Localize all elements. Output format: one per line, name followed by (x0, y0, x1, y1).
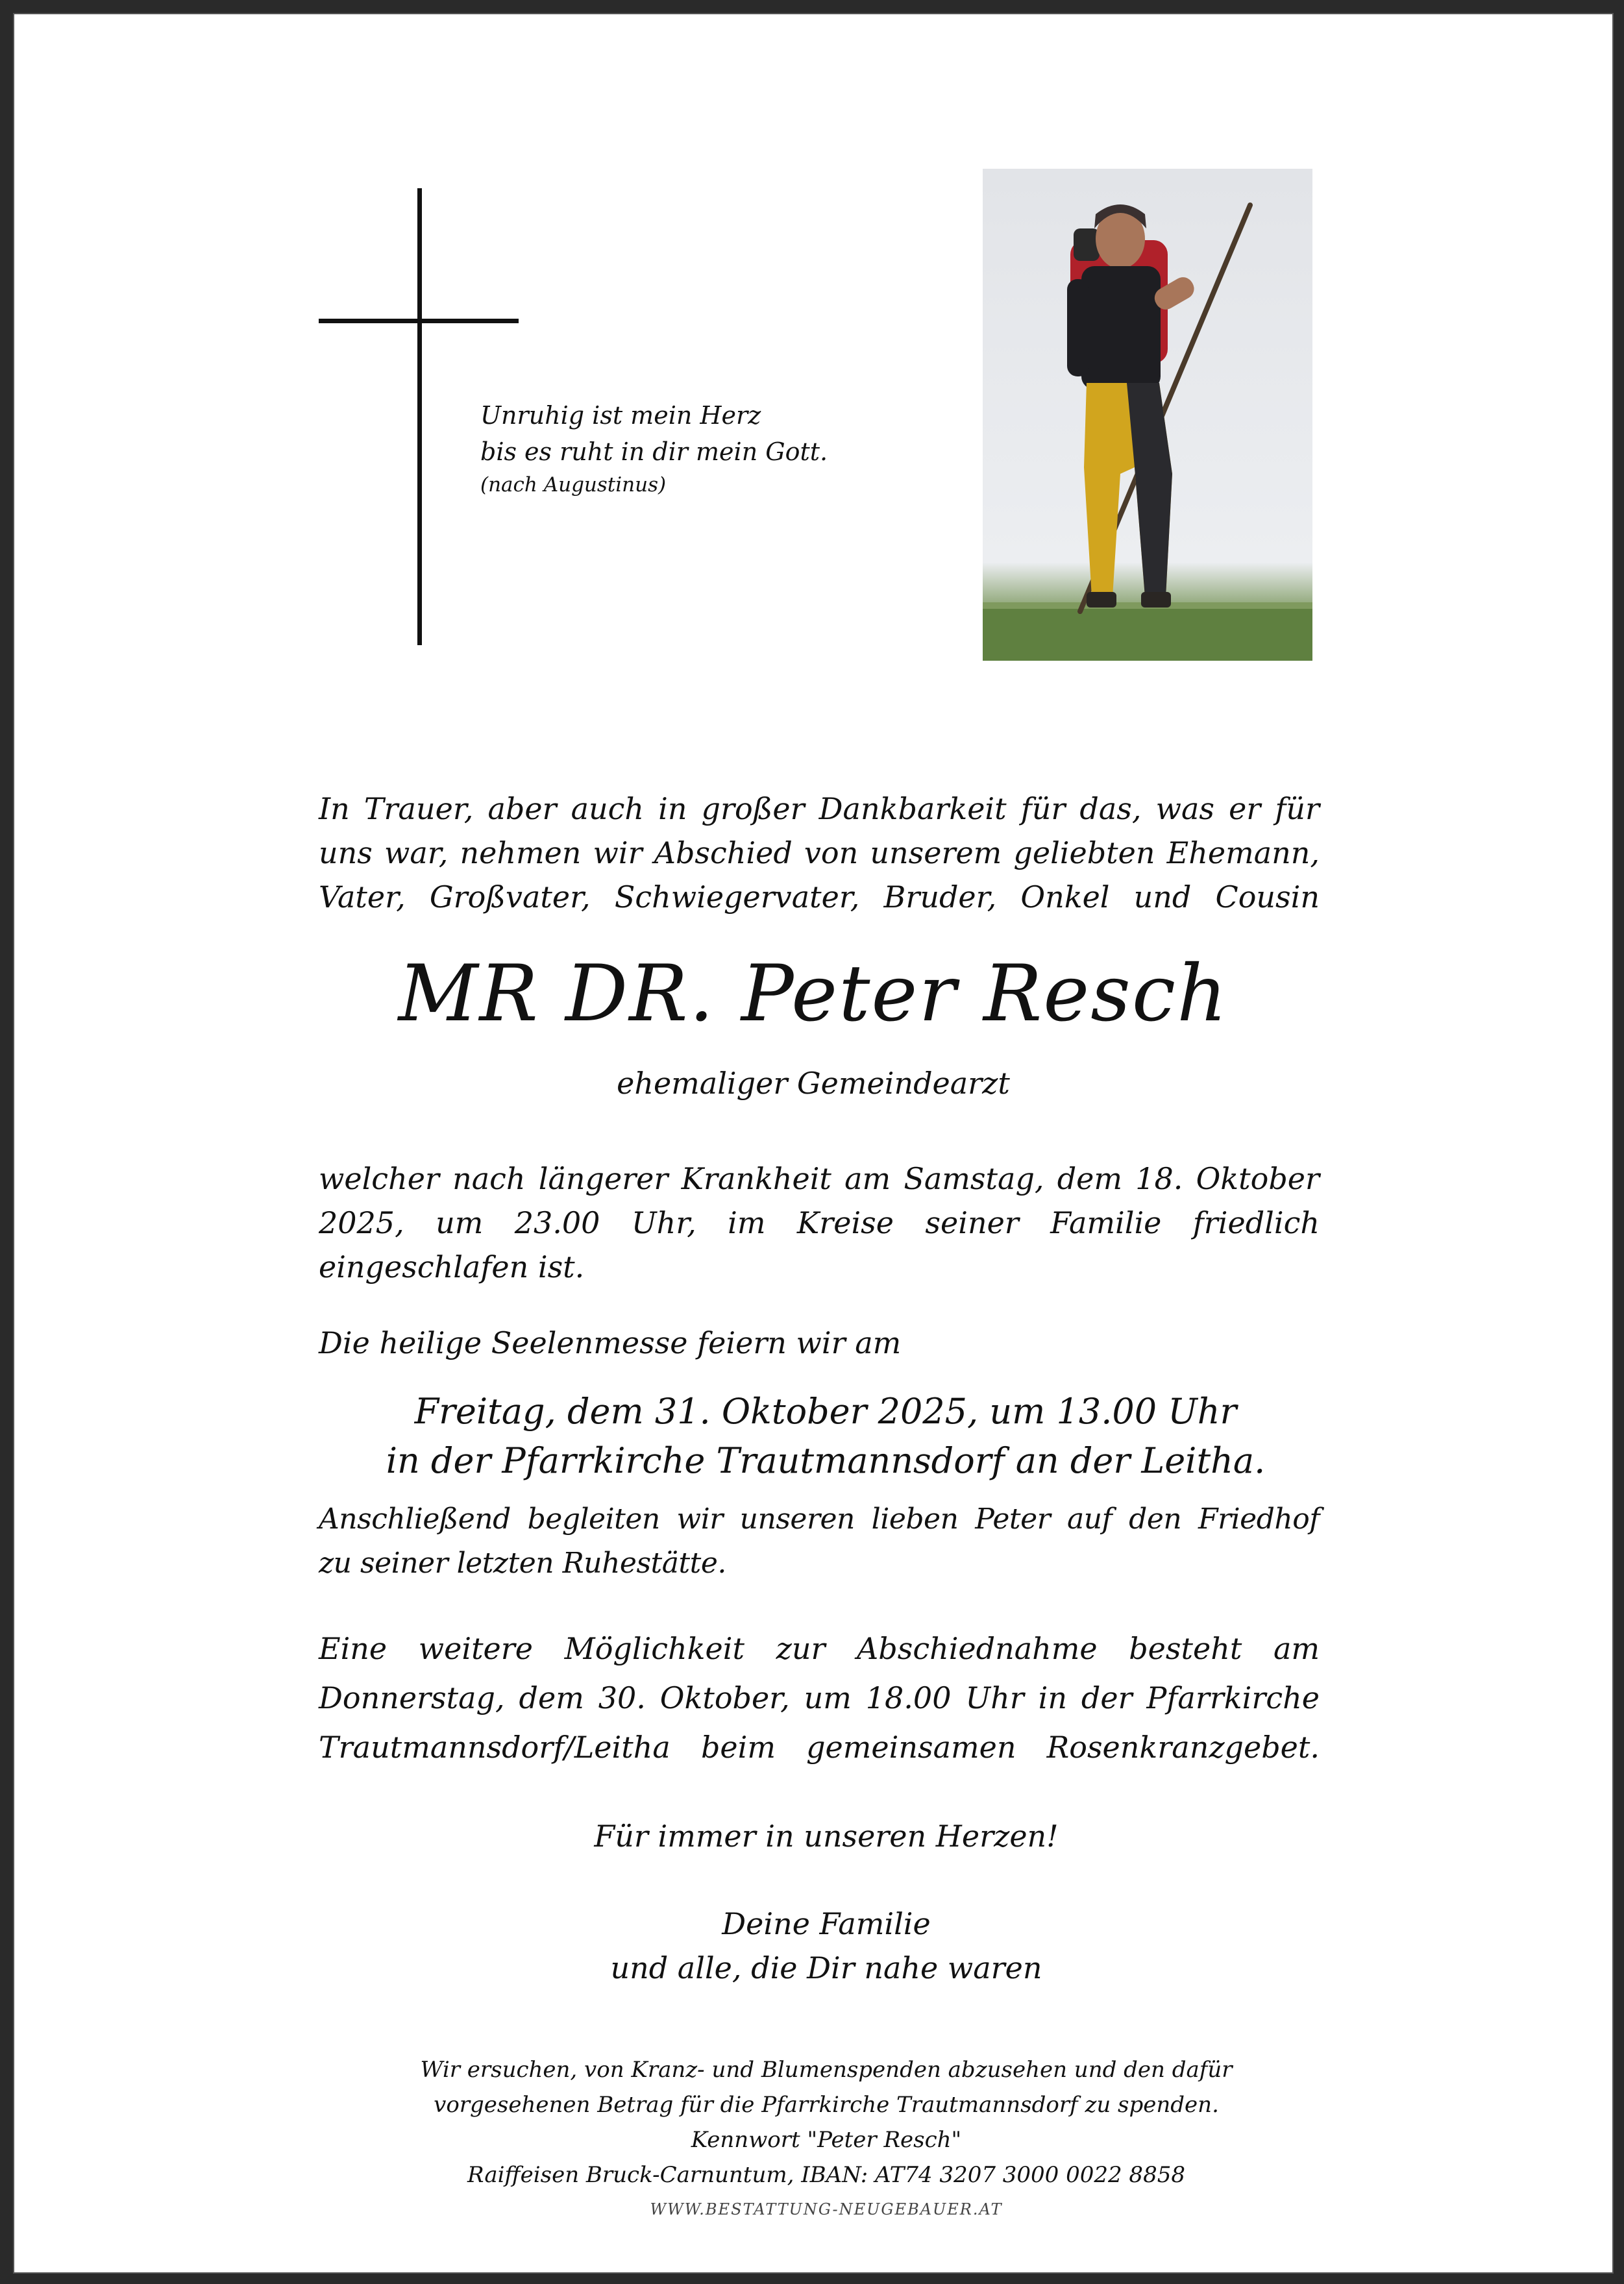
mass-details (14, 1387, 1624, 1486)
farewell-line-2: Donnerstag, dem 30. Oktober, um 18.00 Uhr in der Pfarrkirche (319, 1680, 1320, 1715)
cross-icon (417, 188, 422, 645)
death-line-2: 2025, um 23.00 Uhr, im Kreise seiner Familie friedlich (319, 1205, 1320, 1240)
quote (480, 397, 935, 500)
notice-line-3: Kennwort "Peter Resch" (691, 2127, 962, 2153)
closing-phrase: Für immer in unseren Herzen! (594, 1819, 1059, 1854)
deceased-name: MR DR. Peter Resch (398, 949, 1229, 1039)
quote-line-2: bis es ruht in dir mein Gott. (480, 437, 828, 466)
donation-notice (14, 2052, 1624, 2192)
farewell-line-1: Eine weitere Möglichkeit zur Abschiednahme besteht am (319, 1631, 1320, 1666)
death-line-3: eingeschlafen ist. (319, 1249, 585, 1284)
quote-source: (nach Augustinus) (480, 473, 667, 497)
portrait-photo (983, 169, 1312, 661)
cross-icon-beam (319, 319, 519, 323)
burial-line-1: Anschließend begleiten wir unseren lieben Peter auf den Friedhof (319, 1503, 1320, 1536)
burial-paragraph (319, 1497, 1320, 1586)
death-line-1: welcher nach längerer Krankheit am Samstag, dem 18. Oktober (319, 1161, 1320, 1196)
family-signature (14, 1902, 1624, 1990)
notice-line-2: vorgesehenen Betrag für die Pfarrkirche Trautmannsdorf zu spenden. (434, 2092, 1219, 2118)
hiker-figure (983, 169, 1312, 661)
mass-place: in der Pfarrkirche Trautmannsdorf an der Leitha. (386, 1440, 1266, 1481)
burial-line-2: zu seiner letzten Ruhestätte. (319, 1547, 726, 1580)
deceased-title: ehemaliger Gemeindearzt (617, 1066, 1010, 1101)
family-line-1: Deine Familie (722, 1906, 931, 1941)
intro-paragraph (319, 787, 1320, 919)
notice-line-4: Raiffeisen Bruck-Carnuntum, IBAN: AT74 3207 3000 0022 8858 (467, 2162, 1185, 2188)
notice-line-1: Wir ersuchen, von Kranz- und Blumenspenden abzusehen und den dafür (420, 2057, 1233, 2083)
intro-line-2: uns war, nehmen wir Abschied von unserem geliebten Ehemann, (319, 835, 1320, 870)
quote-line-1: Unruhig ist mein Herz (480, 401, 761, 430)
family-line-2: und alle, die Dir nahe waren (610, 1950, 1042, 1985)
website-link[interactable]: WWW.BESTATTUNG-NEUGEBAUER.AT (650, 2200, 1003, 2218)
death-paragraph (319, 1157, 1320, 1289)
mass-intro: Die heilige Seelenmesse feiern wir am (319, 1325, 902, 1360)
intro-line-3: Vater, Großvater, Schwiegervater, Bruder, Onkel und Cousin (319, 879, 1320, 915)
mass-date: Freitag, dem 31. Oktober 2025, um 13.00 Uhr (414, 1391, 1237, 1432)
farewell-line-3: Trautmannsdorf/Leitha beim gemeinsamen Rosenkranzgebet. (319, 1730, 1320, 1765)
farewell-paragraph (319, 1624, 1320, 1772)
intro-line-1: In Trauer, aber auch in großer Dankbarkeit für das, was er für (319, 791, 1320, 826)
obituary-card (13, 13, 1614, 2274)
